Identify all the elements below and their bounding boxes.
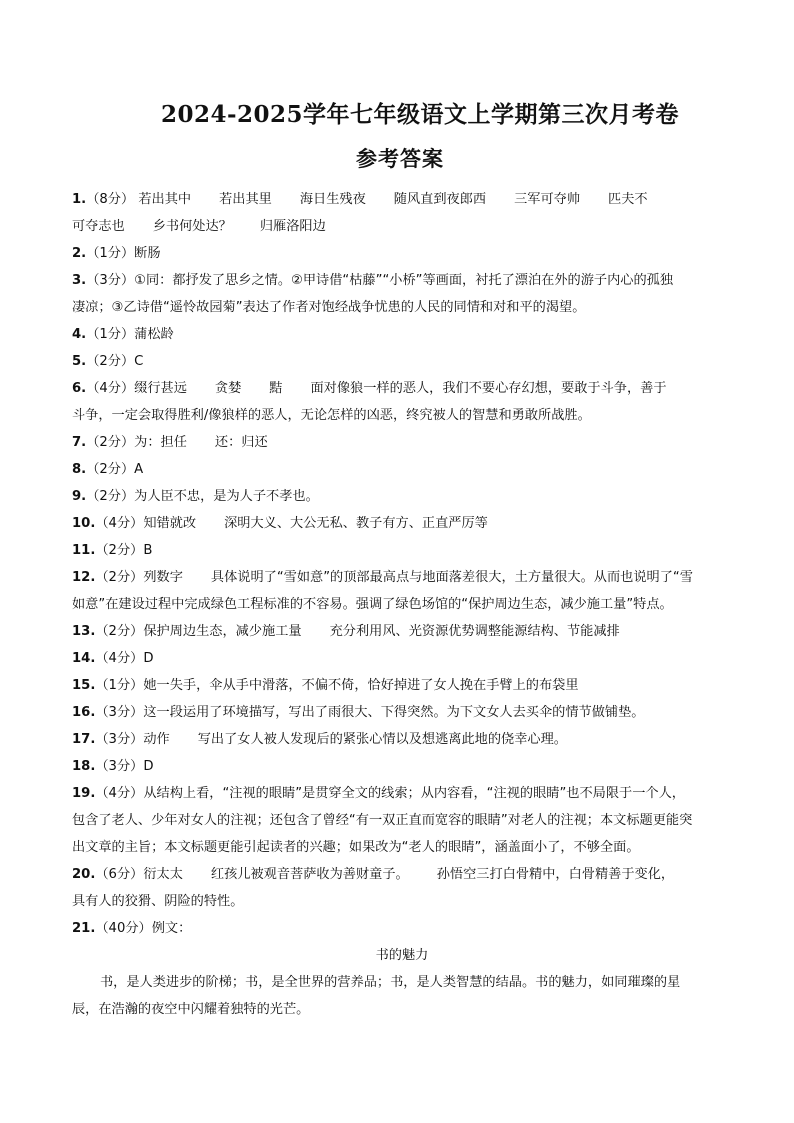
answer-3-cont — [72, 294, 732, 321]
answer-19-cont — [72, 834, 732, 861]
answer-score: （40分） — [95, 921, 152, 936]
answer-score: （2分） — [95, 543, 144, 558]
answer-part: 缀行甚远 — [134, 381, 187, 396]
answer-score: （2分） — [86, 435, 135, 450]
answer-text: ①同：都抒发了思乡之情。②甲诗借“枯藤”“小桥”等画面，衬托了漂泊在外的游子内心的孤独 — [134, 273, 674, 288]
answer-part: 随风直到夜郎西 — [393, 192, 487, 207]
answer-score: （2分） — [86, 462, 135, 477]
answer-score: （2分） — [86, 489, 135, 504]
answer-part: 红孩儿被观音菩萨收为善财童子。 — [210, 867, 409, 882]
answer-text: 出文章的主旨；本文标题更能引起读者的兴趣；如果改为“老人的眼睛”，涵盖面小了，不够全面。 — [72, 840, 640, 855]
answer-number: 14. — [72, 651, 96, 666]
answer-number: 8. — [72, 462, 87, 477]
answer-6 — [72, 375, 732, 402]
answer-part: 具体说明了“雪如意”的顶部最高点与地面落差很大，土方量很大。从而也说明了“雪 — [210, 570, 693, 585]
answer-score: （1分） — [95, 678, 144, 693]
essay-title: 书的魅力 — [375, 948, 429, 963]
answer-part: D — [143, 651, 154, 666]
answer-number: 13. — [72, 624, 96, 639]
answer-part: 衍太太 — [143, 867, 183, 882]
answer-8 — [72, 456, 732, 483]
answer-12-cont — [72, 591, 732, 618]
answer-number: 2. — [72, 246, 87, 261]
answer-11 — [72, 537, 732, 564]
answer-20 — [72, 861, 732, 888]
answer-part: 若出其里 — [219, 192, 272, 207]
answer-number: 18. — [72, 759, 96, 774]
answer-number: 3. — [72, 273, 87, 288]
answer-number: 10. — [72, 516, 96, 531]
answer-4 — [72, 321, 732, 348]
answer-part: B — [143, 543, 153, 558]
answer-number: 4. — [72, 327, 87, 342]
answer-score: （1分） — [86, 246, 135, 261]
answer-part: 保护周边生态，减少施工量 — [143, 624, 302, 639]
answer-number: 9. — [72, 489, 87, 504]
answer-score: （2分） — [86, 354, 135, 369]
answer-number: 19. — [72, 786, 96, 801]
answer-number: 7. — [72, 435, 87, 450]
answer-19-cont — [72, 807, 732, 834]
answer-score: （3分） — [95, 732, 144, 747]
answer-text: 斗争，一定会取得胜利/像狼样的恶人，无论怎样的凶恶，终究被人的智慧和勇敢所战胜。 — [72, 408, 591, 423]
answer-part: 蒲松龄 — [134, 327, 174, 342]
answer-number: 5. — [72, 354, 87, 369]
answer-number: 6. — [72, 381, 87, 396]
answer-1-cont — [72, 213, 732, 240]
answer-part: 孙悟空三打白骨精中，白骨精善于变化， — [436, 867, 675, 882]
essay-text: 书，是人类进步的阶梯；书，是全世界的营养品；书，是人类智慧的结晶。书的魅力，如同璀璨的星 — [100, 975, 681, 990]
answer-18 — [72, 753, 732, 780]
answer-part: 为人臣不忠，是为人子不孝也。 — [134, 489, 319, 504]
answer-part: D — [143, 759, 154, 774]
answer-14 — [72, 645, 732, 672]
answer-number: 11. — [72, 543, 96, 558]
answer-number: 20. — [72, 867, 96, 882]
essay-paragraph-cont — [72, 996, 732, 1023]
answer-score: （3分） — [86, 273, 135, 288]
answer-number: 12. — [72, 570, 96, 585]
answer-10 — [72, 510, 732, 537]
answer-part: 列数字 — [143, 570, 183, 585]
answer-part: 她一失手，伞从手中滑落，不偏不倚，恰好掉进了女人挽在手臂上的布袋里 — [143, 678, 579, 693]
answer-2 — [72, 240, 732, 267]
answer-text: 凄凉；③乙诗借“遥怜故园菊”表达了作者对饱经战争忧患的人民的同情和对和平的渴望。 — [72, 300, 586, 315]
answer-5 — [72, 348, 732, 375]
answer-9 — [72, 483, 732, 510]
answer-text: 从结构上看，“注视的眼睛”是贯穿全文的线索；从内容看，“注视的眼睛”也不局限于一个人， — [143, 786, 685, 801]
answer-score: （1分） — [86, 327, 135, 342]
answer-part: 写出了女人被人发现后的紧张心情以及想逃离此地的侥幸心理。 — [197, 732, 567, 747]
answer-13 — [72, 618, 732, 645]
answer-15 — [72, 672, 732, 699]
answer-list — [72, 186, 732, 1023]
essay-text: 辰，在浩瀚的夜空中闪耀着独特的光芒。 — [72, 1002, 310, 1017]
answer-16 — [72, 699, 732, 726]
answer-part: 面对像狼一样的恶人，我们不要心存幻想，要敢于斗争，善于 — [310, 381, 667, 396]
answer-part: 三军可夺帅 — [514, 192, 581, 207]
answer-part: 为：担任 — [134, 435, 187, 450]
answer-text: 具有人的狡猾、阴险的特性。 — [72, 894, 244, 909]
answer-part: 匹夫不 — [608, 192, 648, 207]
answer-score: （4分） — [95, 651, 144, 666]
answer-score: （6分） — [95, 867, 144, 882]
answer-19 — [72, 780, 732, 807]
answer-text: 如意”在建设过程中完成绿色工程标准的不容易。强调了绿色场馆的“保护周边生态，减少施工量”特点。 — [72, 597, 673, 612]
answer-3 — [72, 267, 732, 294]
answer-number: 16. — [72, 705, 96, 720]
answer-score: （4分） — [95, 516, 144, 531]
answer-score: （2分） — [95, 570, 144, 585]
answer-part: 黠 — [269, 381, 283, 396]
answer-part: A — [134, 462, 144, 477]
answer-21 — [72, 915, 732, 942]
page-subtitle: 参考答案 — [356, 146, 444, 171]
answer-number: 21. — [72, 921, 96, 936]
answer-part: 例文： — [151, 921, 192, 936]
answer-part: 乡书何处达？ — [152, 219, 232, 234]
answer-part: 归雁洛阳边 — [259, 219, 326, 234]
answer-20-cont — [72, 888, 732, 915]
answer-score: （3分） — [95, 705, 144, 720]
answer-score: （4分） — [95, 786, 144, 801]
answer-1 — [72, 186, 732, 213]
answer-score: （8分） — [86, 192, 135, 207]
answer-17 — [72, 726, 732, 753]
answer-number: 17. — [72, 732, 96, 747]
answer-part: 充分利用风、光资源优势调整能源结构、节能减排 — [329, 624, 620, 639]
answer-score: （4分） — [86, 381, 135, 396]
answer-12 — [72, 564, 732, 591]
answer-number: 1. — [72, 192, 87, 207]
answer-part: 这一段运用了环境描写，写出了雨很大、下得突然。为下文女人去买伞的情节做铺垫。 — [143, 705, 645, 720]
answer-number: 15. — [72, 678, 96, 693]
answer-part: 还：归还 — [214, 435, 268, 450]
answer-part: 动作 — [143, 732, 170, 747]
answer-part: 深明大义、大公无私、教子有方、正直严厉等 — [224, 516, 488, 531]
answer-7 — [72, 429, 732, 456]
answer-part: 知错就改 — [143, 516, 197, 531]
answer-part: 断肠 — [134, 246, 161, 261]
answer-part: 贪婪 — [214, 381, 242, 396]
answer-part: 若出其中 — [138, 192, 192, 207]
essay-paragraph — [72, 969, 732, 996]
answer-score: （2分） — [95, 624, 144, 639]
answer-part: 可夺志也 — [72, 219, 125, 234]
answer-score: （3分） — [95, 759, 144, 774]
answer-part: C — [134, 354, 144, 369]
page-title: 2024-2025学年七年级语文上学期第三次月考卷 — [160, 101, 680, 128]
answer-part: 海日生残夜 — [299, 192, 366, 207]
answer-text: 包含了老人、少年对女人的注视；还包含了曾经“有一双正直而宽容的眼睛”对老人的注视；本文标题更能突 — [72, 813, 693, 828]
answer-6-cont — [72, 402, 732, 429]
